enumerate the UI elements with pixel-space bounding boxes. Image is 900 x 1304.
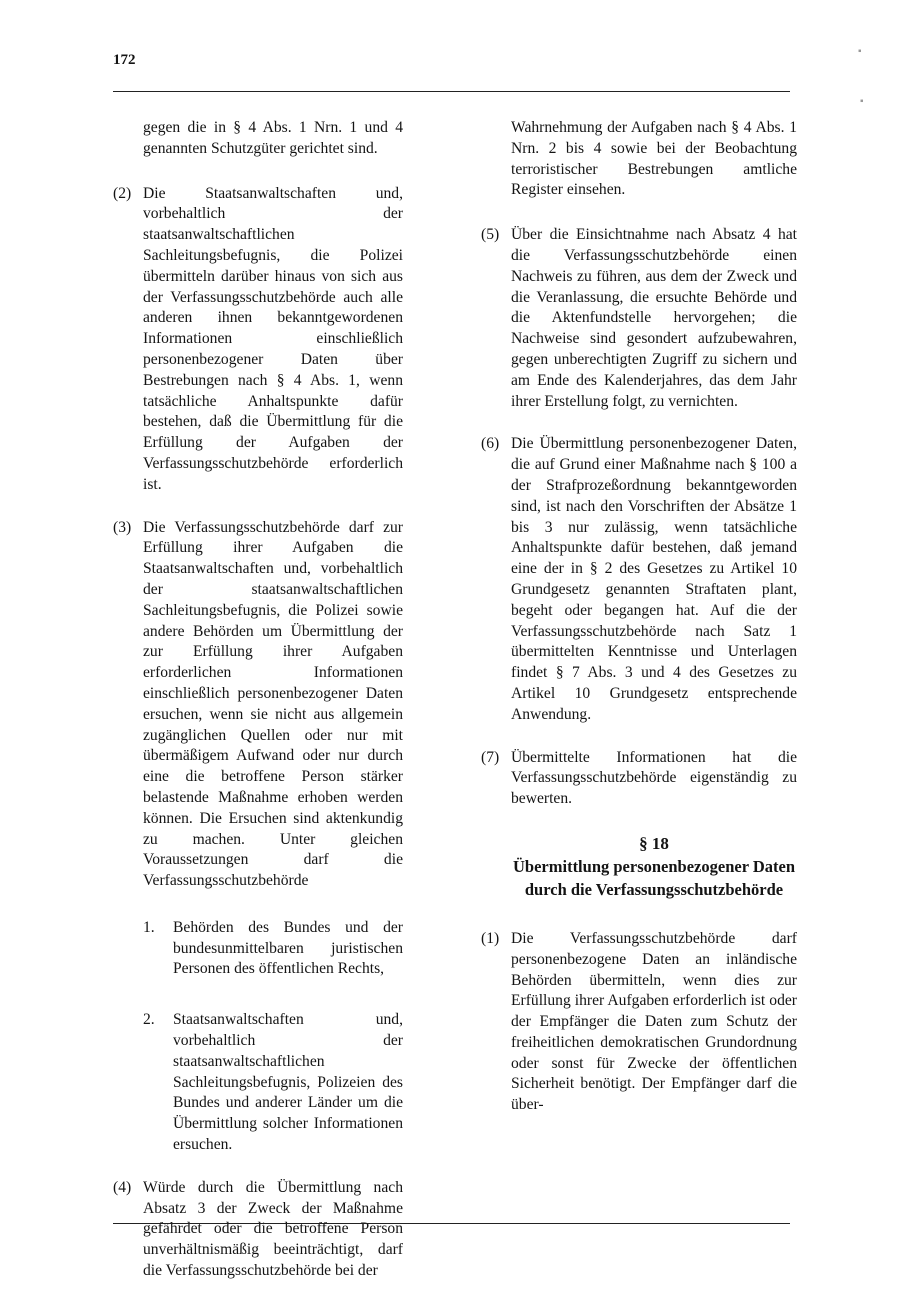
paragraph-text: Die Verfassungsschutzbehörde darf personenbezogene Daten an inländische Behörden übermitteln, wenn dies zur Erfüllung ihrer Aufgaben erforderlich ist oder der Empfänger die Daten zum Schutz der freiheitlichen demokratischen Grundordnung oder sonst für Zwecke der öffentlichen Sicherheit benötigt. Der Empfänger darf die über-: [511, 929, 797, 1114]
paragraph-7: [481, 748, 797, 810]
paragraph-text: Würde durch die Übermittlung nach Absatz 3 der Zweck der Maßnahme gefährdet oder die betroffene Person unverhältnismäßig beeinträchtigt, darf die Verfassungsschutzbehörde bei der: [143, 1178, 403, 1280]
paragraph-number: (5): [481, 226, 500, 244]
section-number: § 18: [639, 833, 669, 853]
right-column: [481, 118, 797, 1138]
continuation-text: Wahrnehmung der Aufgaben nach § 4 Abs. 1 Nrn. 2 bis 4 sowie bei der Beobachtung terroristischer Bestrebungen amtliche Register einsehen.: [511, 119, 797, 199]
item-number: 1.: [143, 918, 155, 936]
paragraph-number: (2): [113, 184, 132, 202]
header-rule: [113, 91, 790, 92]
paragraph-text: Die Staatsanwaltschaften und, vorbehaltlich der staatsanwaltschaftlichen Sachleitungsbefugnis, die Polizei übermitteln darüber hinaus von sich aus der Verfassungsschutzbehörde auch alle anderen ihnen bekanntgewordenen Informationen einschließlich personenbezogener Daten über Bestrebungen nach § 4 Abs. 1, wenn tatsächliche Anhaltspunkte dafür bestehen, daß die Übermittlung für die Erfüllung der Aufgaben der Verfassungsschutzbehörde erforderlich ist.: [143, 184, 403, 493]
paragraph-number: (1): [481, 929, 500, 947]
section-title: Übermittlung personenbezogener Daten durch die Verfassungsschutzbehörde: [513, 856, 795, 899]
paragraph-text: Übermittelte Informationen hat die Verfassungsschutzbehörde eigenständig zu bewerten.: [511, 748, 797, 808]
paragraph-5: [481, 225, 797, 412]
paragraph-4: [113, 1178, 403, 1282]
paragraph-6: [481, 434, 797, 725]
paragraph-text: Die Übermittlung personenbezogener Daten, die auf Grund einer Maßnahme nach § 100 a der Strafprozeßordnung bekanntgeworden sind, ist nach den Vorschriften der Absätze 1 bis 3 nur zulässig, wenn tatsächliche Anhaltspunkte dafür bestehen, daß jemand eine der in § 2 des Gesetzes zu Artikel 10 Grundgesetz genannten Straftaten plant, begeht oder begangen hat. Auf die der Verfassungsschutzbehörde nach Satz 1 übermittelten Kenntnisse und Unterlagen findet § 7 Abs. 3 und 4 des Gesetzes zu Artikel 10 Grundgesetz entsprechende Anwendung.: [511, 435, 797, 723]
list-item-1: [113, 918, 403, 980]
left-column: [113, 118, 403, 1304]
paragraph-number: (7): [481, 748, 500, 766]
item-number: 2.: [143, 1011, 155, 1029]
scan-mark: ▪: [858, 46, 862, 57]
section-heading: [511, 832, 797, 901]
paragraph-text: Über die Einsichtnahme nach Absatz 4 hat die Verfassungsschutzbehörde einen Nachweis zu führen, aus dem der Zweck und die Veranlassung, die ersuchte Behörde und die Aktenfundstelle hervorgehen; die Nachweise sind gesondert aufzubewahren, gegen unberechtigten Zugriff zu sichern und am Ende des Kalenderjahres, das dem Jahr ihrer Erstellung folgt, zu vernichten.: [511, 226, 797, 410]
paragraph-number: (3): [113, 518, 132, 536]
list-item-2: [113, 1010, 403, 1156]
continuation-text: gegen die in § 4 Abs. 1 Nrn. 1 und 4 genannten Schutzgüter gerichtet sind.: [143, 119, 403, 157]
paragraph-text: Die Verfassungsschutzbehörde darf zur Erfüllung ihrer Aufgaben die Staatsanwaltschaften und, vorbehaltlich der staatsanwaltschaftlichen Sachleitungsbefugnis, die Polizei sowie andere Behörden um Übermittlung der zur Erfüllung ihrer Aufgaben erforderlichen Informationen einschließlich personenbezogener Daten ersuchen, wenn sie nicht aus allgemein zugänglichen Quellen oder nur mit übermäßigem Aufwand oder nur durch eine die betroffene Person stärker belastende Maßnahme erhoben werden können. Die Ersuchen sind aktenkundig zu machen. Unter gleichen Voraussetzungen darf die Verfassungsschutzbehörde: [143, 518, 403, 890]
paragraph-3: [113, 518, 403, 892]
scan-mark: ▪: [860, 96, 864, 107]
section-18-paragraph-1: [481, 929, 797, 1116]
footer-rule: [113, 1223, 790, 1224]
paragraph-2: [113, 184, 403, 496]
paragraph-number: (4): [113, 1178, 132, 1196]
paragraph-number: (6): [481, 435, 500, 453]
item-text: Behörden des Bundes und der bundesunmittelbaren juristischen Personen des öffentlichen Rechts,: [173, 918, 403, 978]
page-number: 172: [113, 52, 136, 68]
item-text: Staatsanwaltschaften und, vorbehaltlich der staatsanwaltschaftlichen Sachleitungsbefugnis, Polizeien des Bundes und anderer Länder um die Übermittlung solcher Informationen ersuchen.: [173, 1011, 403, 1154]
